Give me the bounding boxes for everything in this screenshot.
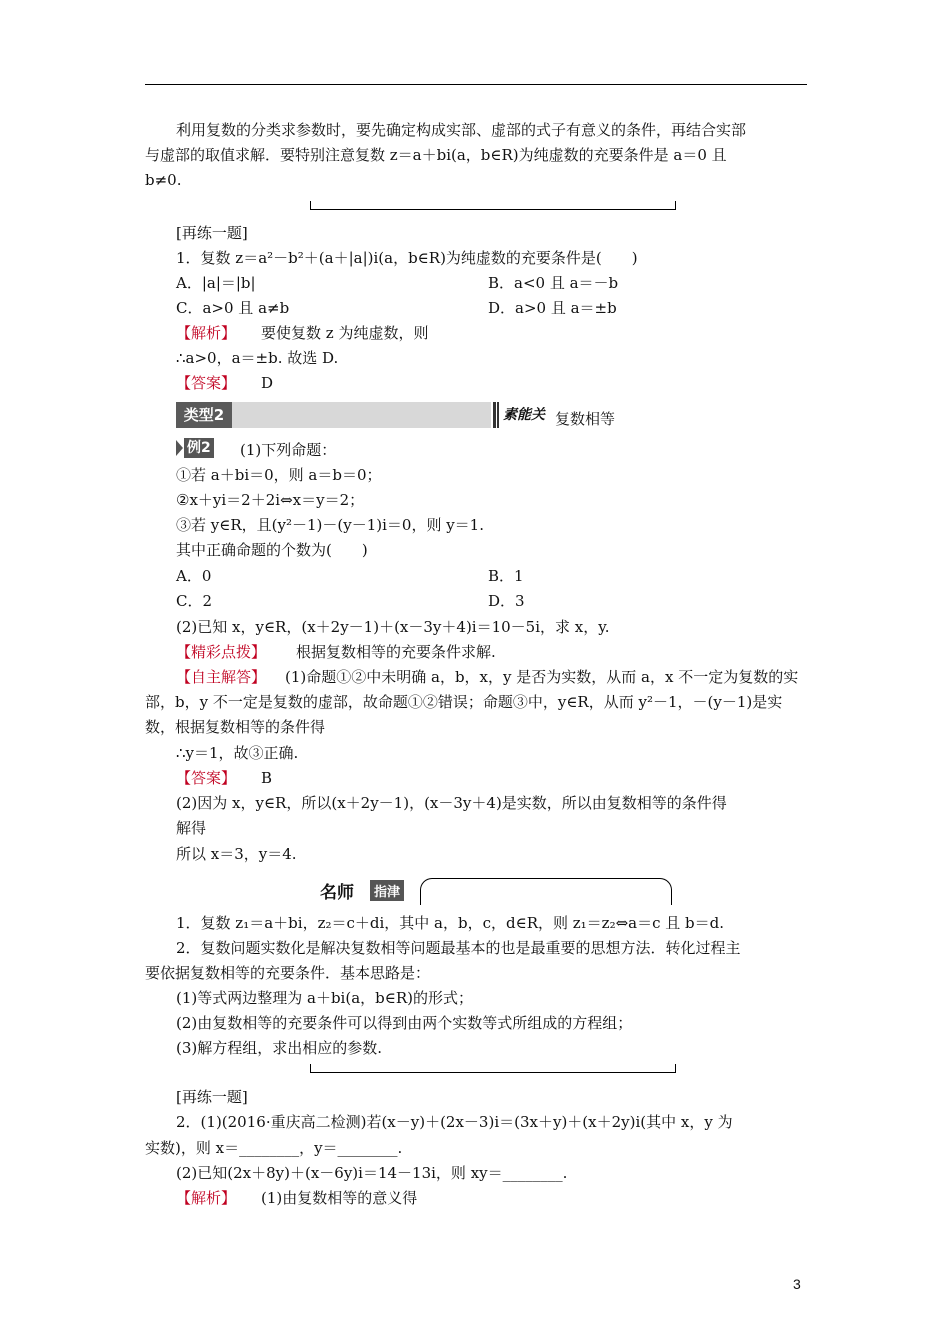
practice2-jiexi: (1)由复数相等的意义得 — [261, 1189, 418, 1207]
example2-intro: (1)下列命题： — [240, 441, 337, 459]
practice1-jiexi-label: 【解析】 — [176, 324, 237, 342]
example2-item2: ②x＋yi＝2＋2i⇔x＝y＝2； — [176, 491, 365, 509]
type2-title: 复数相等 — [555, 410, 616, 428]
example2-question: 其中正确命题的个数为( ) — [176, 541, 368, 559]
example2-option-c: C．2 — [176, 592, 213, 610]
type2-label: 类型2 — [176, 402, 232, 428]
mingshi-line6: (3)解方程组，求出相应的参数. — [176, 1039, 383, 1057]
practice2-header: [再练一题] — [176, 1088, 248, 1106]
header-rule — [145, 84, 807, 85]
example2-self-line4: ∴y＝1，故③正确. — [176, 744, 299, 762]
section1-line2: 与虚部的取值求解．要特别注意复数 z＝a＋bi(a，b∈R)为纯虚数的充要条件是 a＝0 且 — [145, 146, 727, 164]
example2-self-label: 【自主解答】 — [176, 668, 267, 686]
practice1-question: 1．复数 z＝a²－b²＋(a＋|a|)i(a，b∈R)为纯虚数的充要条件是( ) — [176, 249, 638, 267]
practice2-question1-line1: 2．(1)(2016·重庆高二检测)若(x－y)＋(2x－3)i＝(3x＋y)＋(x＋2y)i(其中 x，y 为 — [176, 1113, 733, 1131]
triangle-icon — [176, 440, 183, 456]
example2-option-d: D．3 — [488, 592, 525, 610]
mingshi-line5: (2)由复数相等的充要条件可以得到由两个实数等式所组成的方程组； — [176, 1014, 633, 1032]
practice1-answer-label: 【答案】 — [176, 374, 237, 392]
practice2-jiexi-label: 【解析】 — [176, 1189, 237, 1207]
example2-option-a: A．0 — [176, 567, 212, 585]
mingshi-line3: 要依据复数相等的充要条件．基本思路是： — [145, 964, 431, 982]
practice1-option-b: B．a<0 且 a＝－b — [488, 274, 619, 292]
practice1-answer: D — [261, 374, 274, 392]
example2-part2: (2)已知 x，y∈R，(x＋2y－1)＋(x－3y＋4)i＝10－5i，求 x，y. — [176, 618, 610, 636]
example2-answer-label: 【答案】 — [176, 769, 237, 787]
mingshi-line2: 2．复数问题实数化是解决复数相等问题最基本的也是最重要的思想方法．转化过程主 — [176, 939, 741, 957]
example2-badge — [176, 438, 224, 458]
practice2-question1-line2: 实数)，则 x＝________，y＝________. — [145, 1139, 403, 1157]
example2-sol2-line3: 所以 x＝3，y＝4. — [176, 845, 297, 863]
mingshi-title: 名师 — [320, 883, 354, 903]
example2-answer: B — [261, 769, 273, 787]
example2-self-line2: 部，b，y 不一定是复数的虚部，故命题①②错误；命题③中，y∈R，从而 y²－1，－(y－1)是实 — [145, 693, 783, 711]
mingshi-line1: 1．复数 z₁＝a＋bi，z₂＝c＋di，其中 a，b，c，d∈R，则 z₁＝z₂⇔a＝c 且 b＝d. — [176, 914, 725, 932]
practice2-question2: (2)已知(2x＋8y)＋(x－6y)i＝14－13i，则 xy＝________. — [176, 1164, 568, 1182]
type2-skill: 素能关 — [503, 407, 545, 423]
example2-self-line3: 数，根据复数相等的条件得 — [145, 718, 326, 736]
practice1-option-c: C．a>0 且 a≠b — [176, 299, 290, 317]
page-number: 3 — [793, 1276, 801, 1292]
mingshi-line4: (1)等式两边整理为 a＋bi(a，b∈R)的形式； — [176, 989, 474, 1007]
example2-label: 例2 — [184, 438, 214, 458]
practice1-jiexi-text: 要使复数 z 为纯虚数，则 — [261, 324, 429, 342]
example2-option-b: B．1 — [488, 567, 524, 585]
note-bracket — [310, 201, 676, 210]
example2-hint: 根据复数相等的充要条件求解. — [296, 643, 496, 661]
example2-sol2-line2: 解得 — [176, 819, 207, 837]
example2-sol2-line1: (2)因为 x，y∈R，所以(x＋2y－1)，(x－3y＋4)是实数，所以由复数相等的条件得 — [176, 794, 727, 812]
mingshi-tag: 指津 — [370, 880, 404, 901]
type2-bar — [176, 402, 491, 428]
example2-item3: ③若 y∈R，且(y²－1)－(y－1)i＝0，则 y＝1. — [176, 516, 484, 534]
example2-self-line1: (1)命题①②中未明确 a，b，x，y 是否为实数，从而 a，x 不一定为复数的实 — [285, 668, 799, 686]
mingshi-header — [312, 876, 676, 906]
practice1-option-d: D．a>0 且 a＝±b — [488, 299, 617, 317]
example2-hint-label: 【精彩点拨】 — [176, 643, 267, 661]
mingshi-bracket — [310, 1064, 676, 1073]
section1-line1: 利用复数的分类求参数时，要先确定构成实部、虚部的式子有意义的条件，再结合实部 — [176, 121, 747, 139]
example2-item1: ①若 a＋bi＝0，则 a＝b＝0； — [176, 466, 382, 484]
type2-divider — [493, 402, 499, 428]
practice1-header: [再练一题] — [176, 224, 248, 242]
practice1-conclusion: ∴a>0，a＝±b. 故选 D. — [176, 349, 339, 367]
section1-line3: b≠0. — [145, 171, 182, 189]
practice1-option-a: A．|a|＝|b| — [176, 274, 256, 292]
mingshi-frame — [420, 878, 672, 905]
